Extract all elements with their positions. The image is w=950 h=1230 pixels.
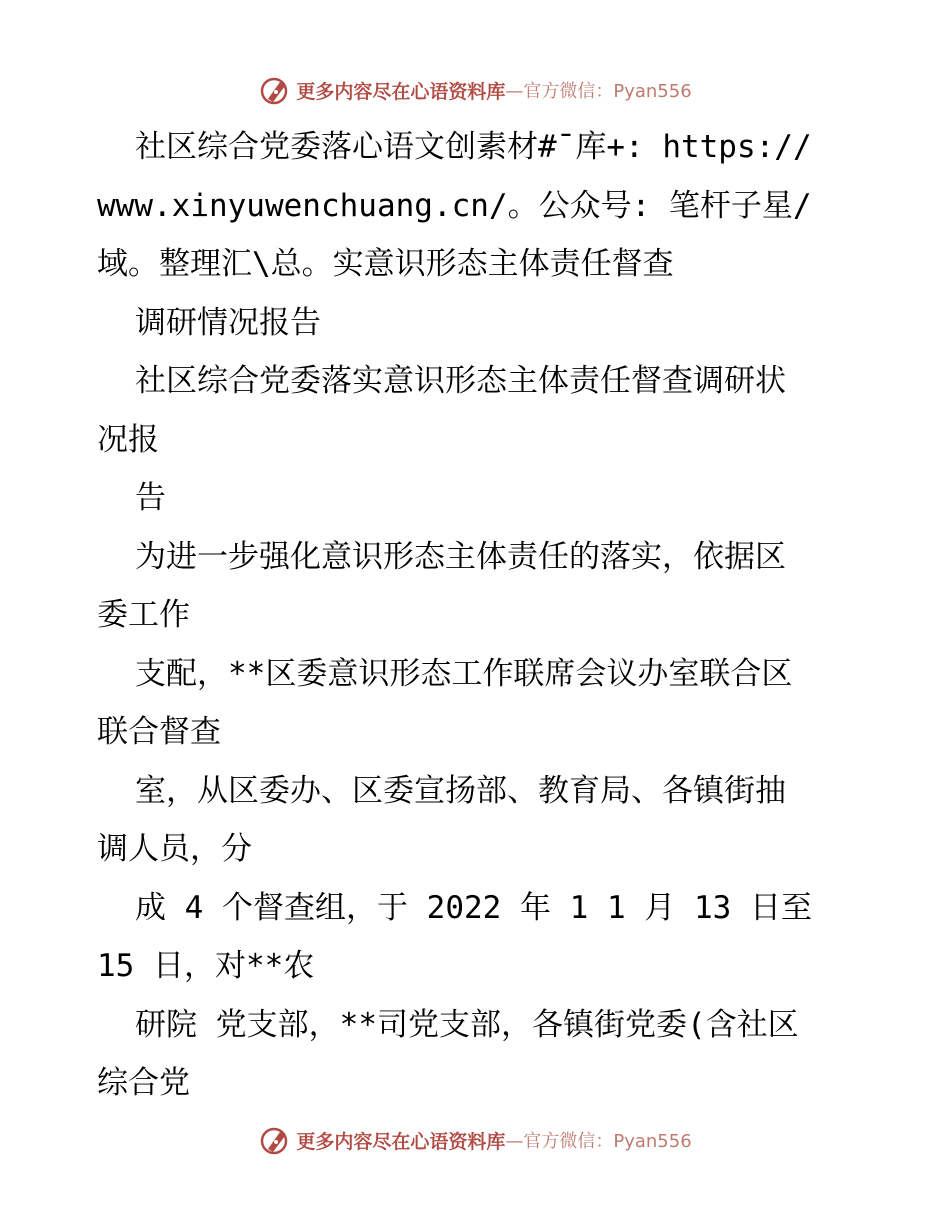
text-line: 委工作 bbox=[97, 597, 190, 633]
text-line: 为进一步强化意识形态主体责任的落实，依据区 bbox=[135, 538, 786, 575]
text-line: 成 4 个督查组，于 2022 年 1 1 月 13 日至 bbox=[135, 889, 812, 926]
text-line: 况报 bbox=[97, 421, 159, 458]
footer-banner-text: 更多内容尽在心语资料库 bbox=[296, 1130, 506, 1153]
text-line: 调人员，分 bbox=[97, 831, 252, 867]
text-line: 综合党 bbox=[97, 1065, 190, 1101]
text-line: 调研情况报告 bbox=[135, 304, 321, 341]
text-line: 域。整理汇\总。实意识形态主体责任督查 bbox=[97, 246, 674, 282]
text-line: 联合督查 bbox=[97, 714, 221, 750]
document-body bbox=[97, 118, 857, 1113]
text-line: 15 日，对**农 bbox=[97, 948, 315, 984]
text-line: 社区综合党委落实意识形态主体责任督查调研状 bbox=[135, 363, 786, 399]
text-line: 告 bbox=[135, 480, 166, 516]
footer-banner-wechat: —官方微信：Pyan556 bbox=[505, 1131, 692, 1152]
header-banner bbox=[0, 70, 950, 110]
text-line: 研院 党支部，**司党支部，各镇街党委(含社区 bbox=[135, 1006, 799, 1043]
text-line: 支配，**区委意识形态工作联席会议办室联合区 bbox=[135, 655, 793, 692]
header-banner-wechat: —官方微信：Pyan556 bbox=[505, 81, 692, 102]
pen-nib-logo-icon bbox=[258, 73, 292, 107]
text-line: www.xinyuwenchuang.cn/。公众号: 笔杆子星/ bbox=[97, 187, 812, 224]
text-line: 社区综合党委落心语文创素材#¯库+: https:// bbox=[135, 129, 812, 165]
text-line: 室，从区委办、区委宣扬部、教育局、各镇街抽 bbox=[135, 772, 786, 809]
footer-banner bbox=[0, 1120, 950, 1160]
pen-nib-logo-icon bbox=[258, 1123, 292, 1157]
header-banner-text: 更多内容尽在心语资料库 bbox=[296, 80, 506, 103]
